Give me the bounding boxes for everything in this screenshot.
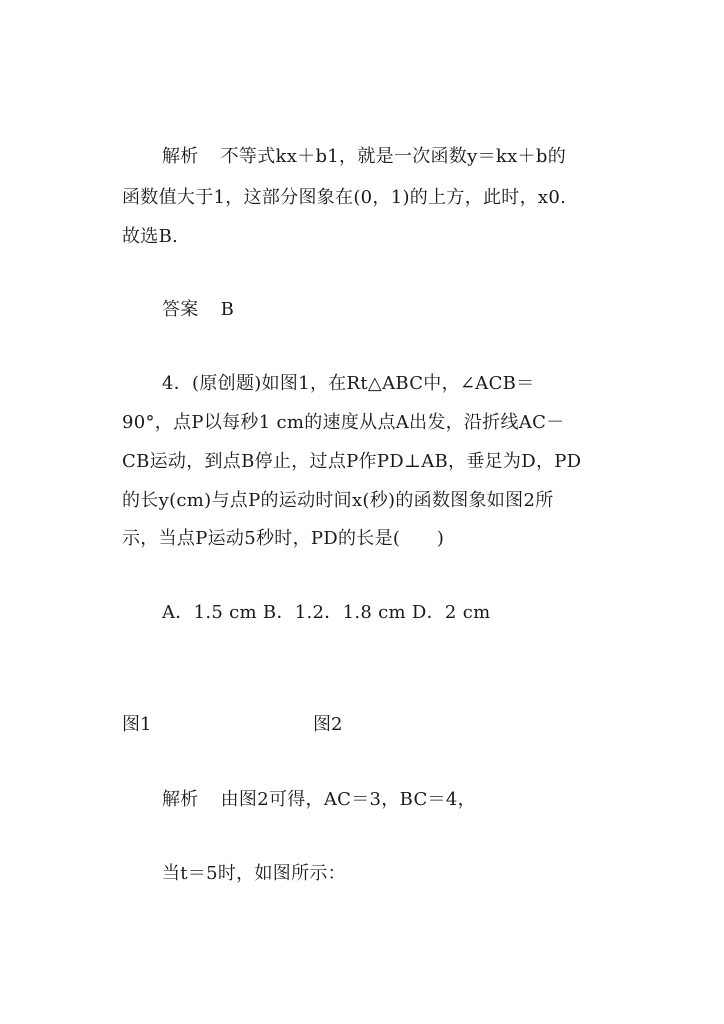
- analysis-2-line-1: [162, 788, 476, 812]
- analysis-2-line-2: 当t＝5时，如图所示：: [162, 863, 346, 884]
- figure-2-label: 图2: [313, 714, 343, 735]
- analysis-1-line-3: 故选B.: [122, 226, 179, 247]
- analysis-label: 解析: [162, 789, 199, 810]
- answer-options: A．1.5 cm B．1.2．1.8 cm D．2 cm: [162, 602, 491, 623]
- analysis-1-line-2: 函数值大于1，这部分图象在(0，1)的上方，此时，x0.: [122, 187, 567, 208]
- question-4-line-2: 90°，点P以每秒1 cm的速度从点A出发，沿折线AC－: [122, 412, 565, 433]
- answer-value: B: [220, 299, 235, 320]
- question-4-line-5: 示，当点P运动5秒时，PD的长是( ): [122, 528, 445, 549]
- question-4-line-1: 4．(原创题)如图1，在Rt△ABC中，∠ACB＝: [162, 373, 535, 394]
- question-4-line-4: 的长y(cm)与点P的运动时间x(秒)的函数图象如图2所: [122, 490, 554, 511]
- analysis-text: 不等式kx＋b1，就是一次函数y＝kx＋b的: [220, 146, 566, 167]
- analysis-label: 解析: [162, 146, 199, 167]
- analysis-text: 由图2可得，AC＝3，BC＝4，: [220, 789, 476, 810]
- answer-1: [162, 298, 234, 322]
- figure-1-label: 图1: [122, 714, 152, 735]
- analysis-1-line-1: [162, 145, 566, 169]
- question-4-line-3: CB运动，到点B停止，过点P作PD⊥AB，垂足为D，PD: [122, 451, 582, 472]
- answer-label: 答案: [162, 299, 199, 320]
